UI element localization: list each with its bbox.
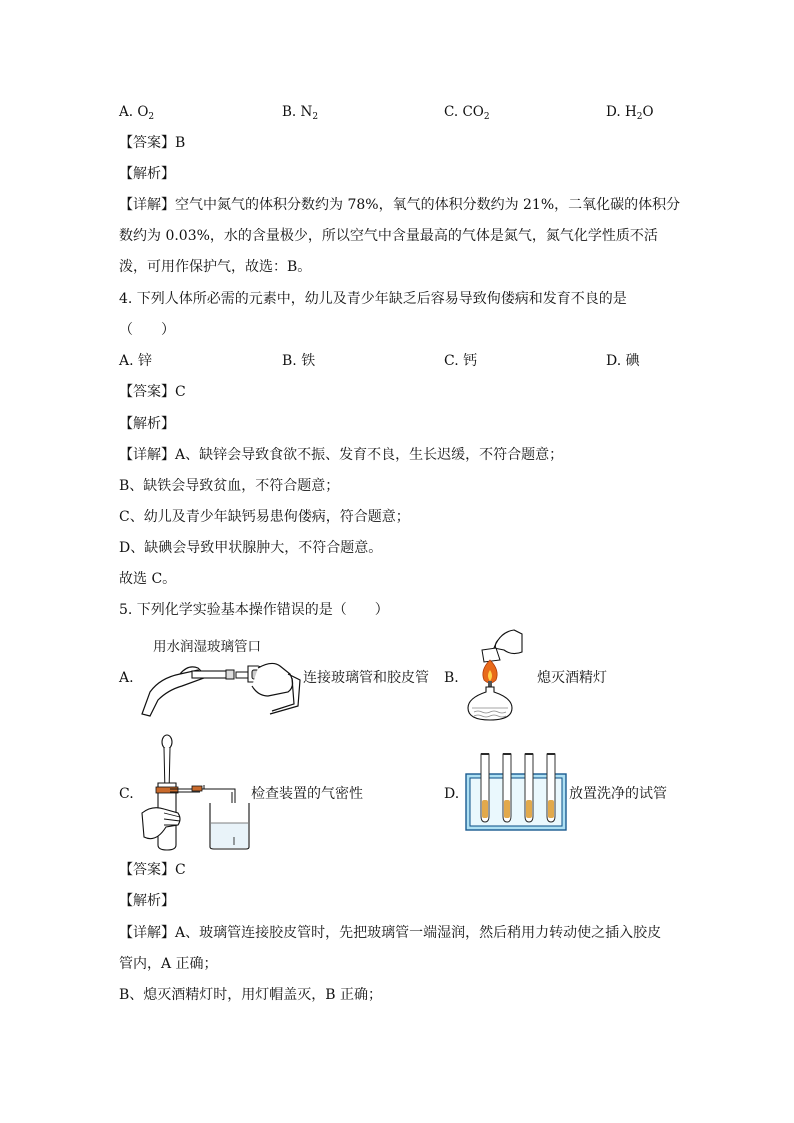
fig-d-letter: D. xyxy=(444,786,460,802)
fig-a-caption: 连接玻璃管和胶皮管 xyxy=(303,670,429,686)
q3-detail-line-2: 数约为 0.03%，水的含量极少，所以空气中含量最高的气体是氮气，氮气化学性质不活 xyxy=(119,228,658,244)
q4-detail-line-1: 【详解】A、缺锌会导致食欲不振、发育不良，生长迟缓，不符合题意； xyxy=(119,447,564,463)
q3-detail-line-1: 【详解】空气中氮气的体积分数约为 78%，氧气的体积分数约为 21%，二氧化碳的体积分 xyxy=(119,197,681,213)
q4-detail-line-2: B、缺铁会导致贫血，不符合题意； xyxy=(119,478,340,494)
q4-option-a: A. 锌 xyxy=(119,353,153,369)
q4-stem: 4. 下列人体所必需的元素中，幼儿及青少年缺乏后容易导致佝偻病和发育不良的是 xyxy=(119,291,627,307)
q3-option-b: B. $N_2$ xyxy=(282,104,319,122)
q4-detail-line-4: D、缺碘会导致甲状腺肿大，不符合题意。 xyxy=(119,540,383,556)
q4-option-b: B. 铁 xyxy=(282,353,316,369)
q3-detail-line-3: 泼，可用作保护气，故选：B。 xyxy=(119,259,312,275)
fig-b-letter: B. xyxy=(444,670,459,686)
fig-c-caption: 检查装置的气密性 xyxy=(251,786,363,802)
q3-option-c: C. $CO_2$ xyxy=(444,104,490,122)
fig-d-test-tube-rack-diagram xyxy=(464,752,568,832)
fig-a-top-label: 用水润湿玻璃管口 xyxy=(153,639,261,655)
fig-a-letter: A. xyxy=(119,670,134,686)
q3-option-a: A. $O_2$ xyxy=(119,104,155,122)
q4-answer: 【答案】C xyxy=(119,384,186,400)
q4-detail-line-5: 故选 C。 xyxy=(119,571,177,587)
q4-analysis-label: 【解析】 xyxy=(119,416,175,432)
q4-detail-line-3: C、幼儿及青少年缺钙易患佝偻病，符合题意； xyxy=(119,509,410,525)
q4-option-c: C. 钙 xyxy=(444,353,478,369)
q5-detail-line-3: B、熄灭酒精灯时，用灯帽盖灭，B 正确； xyxy=(119,987,383,1003)
q5-detail-line-2: 管内，A 正确； xyxy=(119,956,218,972)
q4-option-d: D. 碘 xyxy=(606,353,640,369)
fig-c-airtightness-diagram xyxy=(138,733,250,851)
q3-option-d: D. $H_2O$ xyxy=(606,104,654,122)
q5-answer: 【答案】C xyxy=(119,862,186,878)
fig-d-caption: 放置洗净的试管 xyxy=(569,786,667,802)
q5-analysis-label: 【解析】 xyxy=(119,893,175,909)
q3-analysis-label: 【解析】 xyxy=(119,166,175,182)
fig-c-letter: C. xyxy=(119,786,134,802)
q5-stem: 5. 下列化学实验基本操作错误的是（ ） xyxy=(119,602,389,618)
q5-detail-line-1: 【详解】A、玻璃管连接胶皮管时，先把玻璃管一端湿润，然后稍用力转动使之插入胶皮 xyxy=(119,925,662,941)
fig-a-glass-tube-diagram xyxy=(140,656,302,718)
fig-b-caption: 熄灭酒精灯 xyxy=(537,670,607,686)
fig-b-alcohol-lamp-diagram xyxy=(460,626,524,722)
q3-answer: 【答案】B xyxy=(119,135,186,151)
q4-answer-paren: （ ） xyxy=(119,322,175,338)
